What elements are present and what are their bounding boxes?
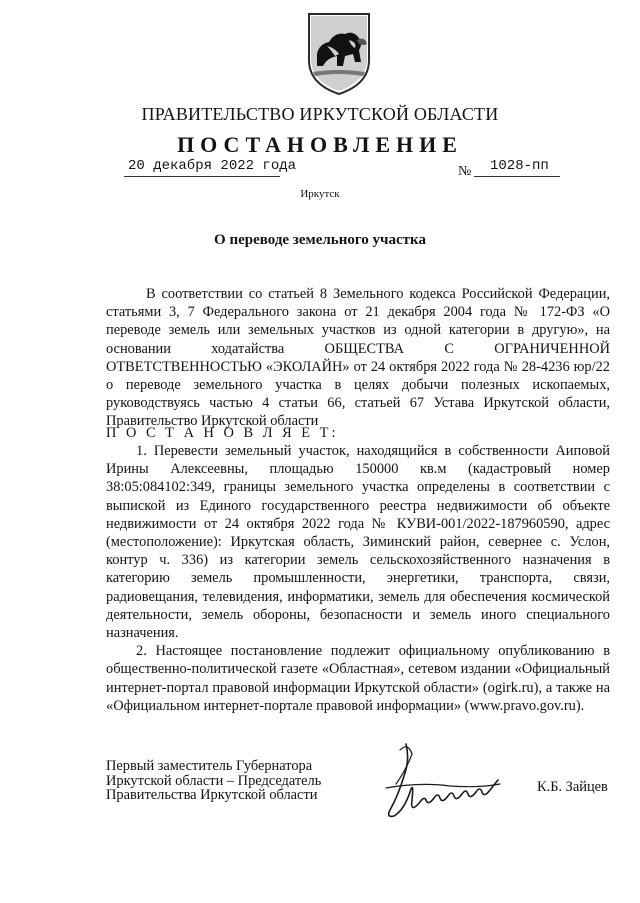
- number-underline: [474, 176, 560, 177]
- preamble-text: В соответствии со статьей 8 Земельного кодекса Российской Федерации, статьями 3, 7 Федерального закона от 21 декабря 2004 года № 172-ФЗ «О переводе земель или земельных участков из одной категории в другую», на основании ходатайства ОБЩЕСТВА С ОГРАНИЧЕННОЙ ОТВЕТСТВЕННОСТЬЮ «ЭКОЛАЙН» от 24 октября 2022 года № 28-4236 юр/22 о переводе земельного участка в целях добычи полезных ископаемых, руководствуясь частью 4 статьи 66, статьей 67 Устава Иркутской области, Правительство Иркутской области: [106, 286, 610, 430]
- resolution-items: [106, 442, 610, 715]
- item-2: 2. Настоящее постановление подлежит официальному опубликованию в общественно-политической газете «Областная», сетевом издании «Официальный интернет-портал правовой информации Иркутской области» (ogirk.ru), а также на «Официальном интернет-портале правовой информации» (www.pravo.gov.ru).: [106, 643, 610, 714]
- date-underline: [124, 176, 280, 177]
- signatory-title-line-3: Правительства Иркутской области: [106, 787, 318, 803]
- signatory-name: К.Б. Зайцев: [537, 779, 608, 795]
- city: Иркутск: [300, 188, 340, 200]
- handwritten-signature: [380, 740, 530, 830]
- signatory-title-line-2: Иркутской области – Председатель: [106, 772, 322, 789]
- document-number: 1028-пп: [490, 158, 549, 174]
- signatory-title-line-1: Первый заместитель Губернатора: [106, 758, 313, 774]
- government-name: ПРАВИТЕЛЬСТВО ИРКУТСКОЙ ОБЛАСТИ: [141, 104, 499, 124]
- resolves-heading: П О С Т А Н О В Л Я Е Т:: [106, 425, 339, 441]
- document-subject: О переводе земельного участка: [214, 232, 426, 248]
- document-date: 20 декабря 2022 года: [128, 158, 297, 174]
- preamble: [106, 285, 610, 431]
- item-1: 1. Перевести земельный участок, находящийся в собственности Аиповой Ирины Алексеевны, площадью 150000 кв.м (кадастровый номер 38:05:084102:349, границы земельного участка определены в соответствии с выпиской из Единого государственного реестра недвижимости об объекте недвижимости от 24 октября 2022 года № КУВИ-001/2022-187960590, адрес (местоположение): Иркутская область, Зиминский район, севернее с. Услон, контур ч. 336) из категории земель сельскохозяйственного назначения в категорию земель промышленности, энергетики, транспорта, связи, радиовещания, телевидения, информатики, земель для обеспечения космической деятельности, земель обороны, безопасности и земель иного специального назначения.: [106, 443, 610, 642]
- signatory-title: [106, 759, 321, 803]
- number-sign: №: [458, 164, 472, 179]
- coat-of-arms-icon: [305, 10, 373, 96]
- document-type: ПОСТАНОВЛЕНИЕ: [177, 132, 463, 157]
